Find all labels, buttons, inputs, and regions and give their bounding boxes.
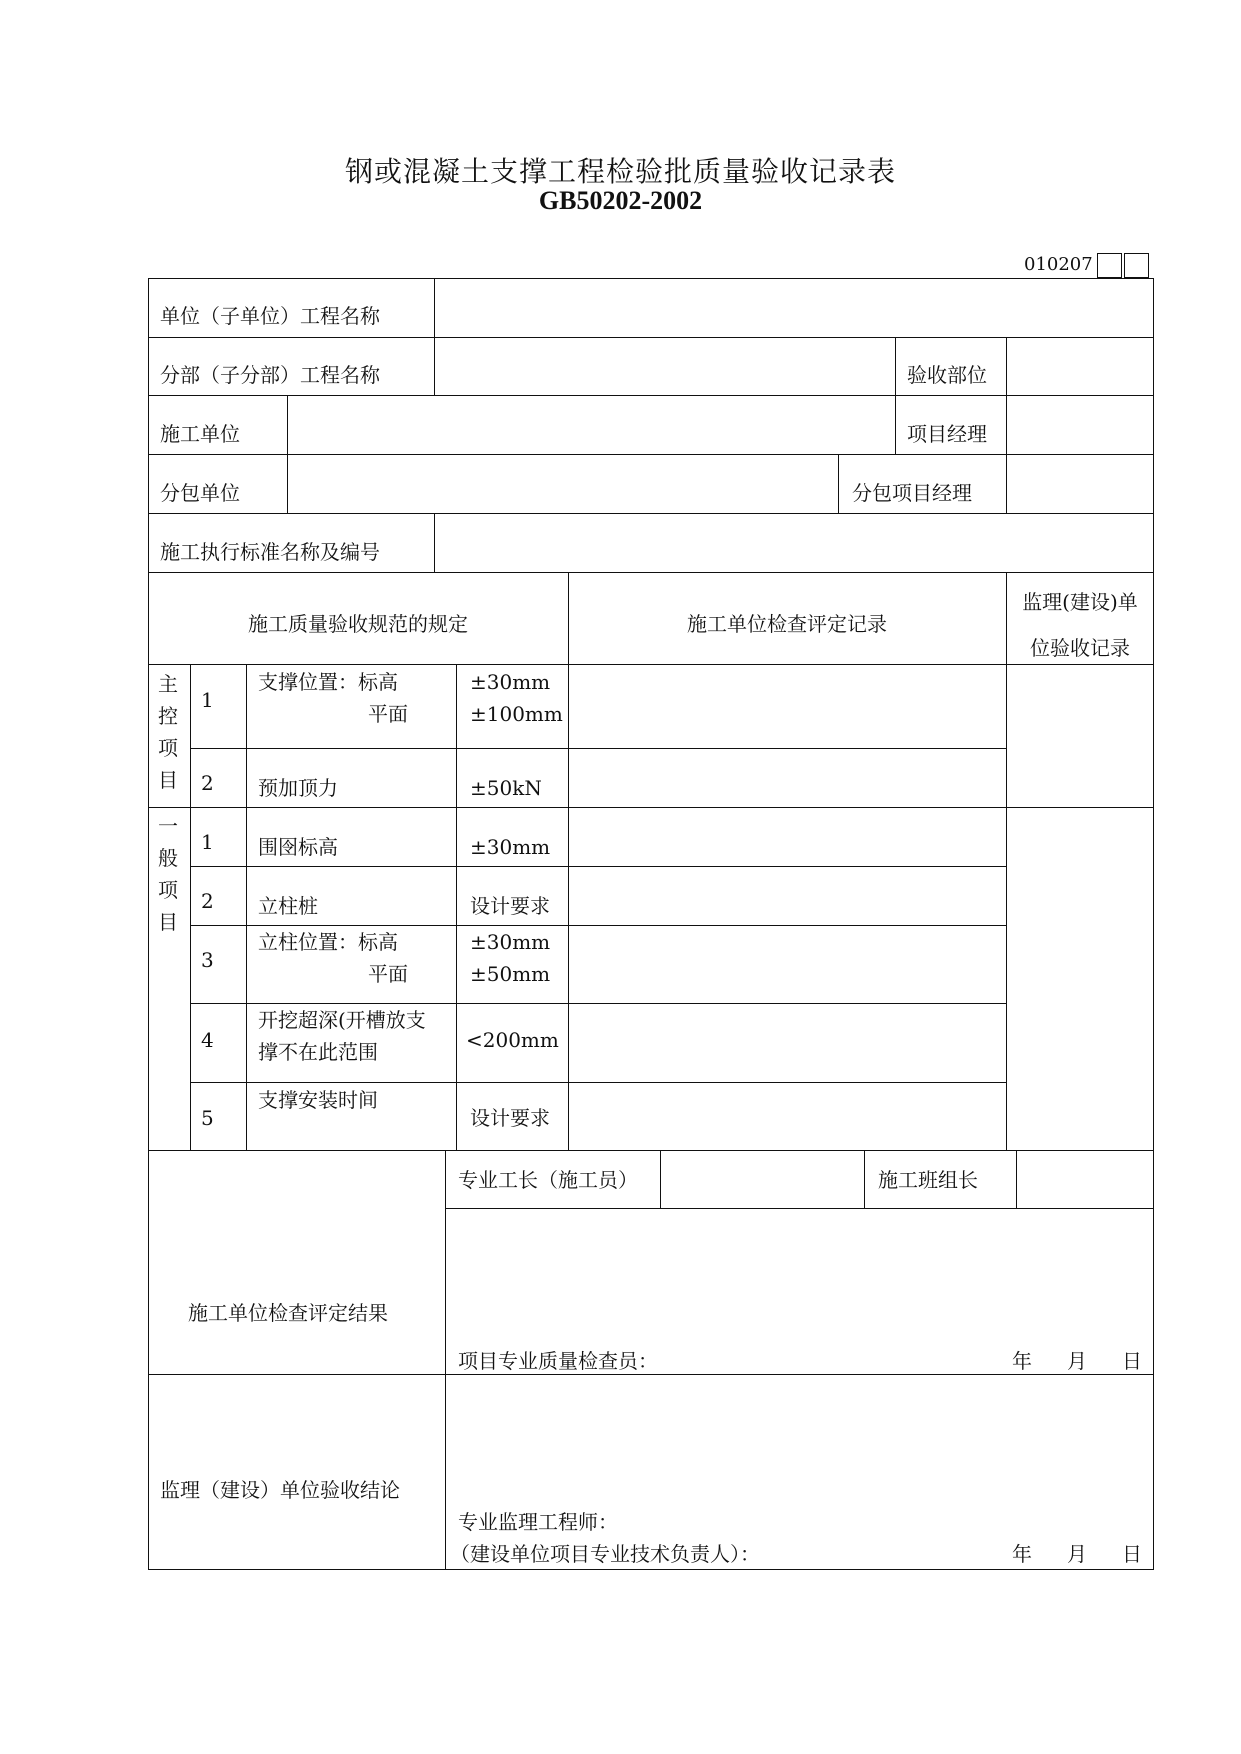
- main-item-2-no: 2: [201, 771, 214, 795]
- col-divider: [1006, 572, 1007, 1150]
- row-divider: [148, 337, 1154, 338]
- row-divider: [445, 1208, 1154, 1209]
- col-divider: [1006, 395, 1007, 454]
- col-divider: [568, 572, 569, 1150]
- main-item-2-name: 预加顶力: [258, 776, 338, 800]
- general-item-1-no: 1: [201, 830, 214, 854]
- general-item-4-record-field[interactable]: [570, 1005, 1005, 1081]
- col-divider: [1006, 337, 1007, 395]
- general-item-5-no: 5: [201, 1106, 214, 1130]
- col-divider: [895, 395, 896, 454]
- sub-project-field[interactable]: [436, 339, 894, 394]
- row-divider: [148, 395, 1154, 396]
- col-divider: [434, 278, 435, 337]
- col-divider: [838, 454, 839, 513]
- foreman-field[interactable]: [662, 1152, 863, 1207]
- main-item-1-no: 1: [201, 688, 214, 712]
- supervision-column-header-line1: 监理(建设)单: [1022, 590, 1138, 614]
- row-divider: [190, 925, 1006, 926]
- row-divider: [148, 807, 1154, 808]
- general-item-5-name: 支撑安装时间: [258, 1088, 378, 1112]
- row-divider: [190, 866, 1006, 867]
- general-item-1-value: ±30mm: [470, 835, 551, 859]
- exec-standard-label: 施工执行标准名称及编号: [160, 540, 380, 564]
- row-divider: [148, 572, 1154, 573]
- subcontract-unit-label: 分包单位: [160, 481, 240, 505]
- sub-project-label: 分部（子分部）工程名称: [160, 363, 380, 387]
- general-item-4-name-line1: 开挖超深(开槽放支: [258, 1008, 426, 1032]
- spec-column-header: 施工质量验收规范的规定: [248, 612, 468, 636]
- general-item-3-value-line2: ±50mm: [470, 962, 551, 986]
- supervision-column-header-line2: 位验收记录: [1030, 636, 1130, 660]
- general-item-3-value-line1: ±30mm: [470, 930, 551, 954]
- unit-project-label: 单位（子单位）工程名称: [160, 304, 380, 328]
- result-content-field[interactable]: [447, 1210, 1152, 1350]
- col-divider: [864, 1150, 865, 1208]
- conclusion-month: 月: [1067, 1542, 1087, 1566]
- team-leader-label: 施工班组长: [878, 1168, 978, 1192]
- col-divider: [287, 395, 288, 454]
- code-box-1[interactable]: [1097, 253, 1122, 278]
- col-divider: [1016, 1150, 1017, 1208]
- subcontract-manager-label: 分包项目经理: [852, 481, 972, 505]
- col-divider: [1006, 454, 1007, 513]
- main-item-1-name-line2: 平面: [368, 702, 408, 726]
- general-item-3-name-line2: 平面: [368, 962, 408, 986]
- main-item-1-value-line2: ±100mm: [470, 702, 563, 726]
- project-manager-label: 项目经理: [907, 422, 987, 446]
- owner-rep-label: （建设单位项目专业技术负责人）：: [450, 1542, 760, 1566]
- general-item-4-value: <200mm: [466, 1028, 559, 1052]
- general-item-4-no: 4: [201, 1028, 214, 1052]
- col-divider: [445, 1150, 446, 1570]
- col-divider: [246, 664, 247, 1150]
- row-divider: [148, 664, 1154, 665]
- main-item-1-record-field[interactable]: [570, 666, 1005, 747]
- project-manager-field[interactable]: [1008, 397, 1152, 453]
- inspector-label: 项目专业质量检查员：: [458, 1349, 658, 1373]
- foreman-label: 专业工长（施工员）: [458, 1168, 638, 1192]
- document-title: 钢或混凝土支撑工程检验批质量验收记录表: [344, 155, 896, 188]
- result-label: 施工单位检查评定结果: [188, 1301, 388, 1325]
- general-item-1-name: 围囹标高: [258, 835, 338, 859]
- general-item-3-record-field[interactable]: [570, 927, 1005, 1002]
- row-divider: [190, 748, 1006, 749]
- conclusion-day: 日: [1122, 1542, 1142, 1566]
- result-day: 日: [1122, 1349, 1142, 1373]
- general-item-5-record-field[interactable]: [570, 1084, 1005, 1149]
- construction-unit-field[interactable]: [289, 397, 894, 453]
- general-supervision-field[interactable]: [1008, 809, 1152, 1149]
- conclusion-label: 监理（建设）单位验收结论: [160, 1478, 400, 1502]
- general-item-3-no: 3: [201, 948, 214, 972]
- col-divider: [287, 454, 288, 513]
- main-item-1-value-line1: ±30mm: [470, 670, 551, 694]
- general-item-5-value: 设计要求: [470, 1106, 550, 1130]
- col-divider: [190, 664, 191, 1150]
- row-divider: [148, 513, 1154, 514]
- engineer-label: 专业监理工程师：: [458, 1510, 618, 1534]
- result-year: 年: [1012, 1349, 1032, 1373]
- subcontract-manager-field[interactable]: [1008, 456, 1152, 512]
- subcontract-unit-field[interactable]: [289, 456, 837, 512]
- result-month: 月: [1067, 1349, 1087, 1373]
- general-item-2-name: 立柱桩: [258, 894, 318, 918]
- row-divider: [190, 1082, 1006, 1083]
- row-divider: [148, 454, 1154, 455]
- team-leader-field[interactable]: [1018, 1152, 1152, 1207]
- general-item-1-record-field[interactable]: [570, 809, 1005, 865]
- row-divider: [148, 1374, 1154, 1375]
- general-item-4-name-line2: 撑不在此范围: [258, 1040, 378, 1064]
- general-item-2-no: 2: [201, 889, 214, 913]
- col-divider: [434, 513, 435, 572]
- construction-unit-label: 施工单位: [160, 422, 240, 446]
- form-code-number: 010207: [1024, 254, 1093, 275]
- main-item-1-name-line1: 支撑位置：标高: [258, 670, 398, 694]
- main-item-2-value: ±50kN: [470, 776, 542, 800]
- col-divider: [456, 664, 457, 1150]
- form-code: [1024, 252, 1149, 278]
- col-divider: [895, 337, 896, 395]
- main-control-supervision-field[interactable]: [1008, 666, 1152, 806]
- row-divider: [190, 1003, 1006, 1004]
- conclusion-year: 年: [1012, 1542, 1032, 1566]
- main-control-label: 主控项目: [158, 672, 178, 792]
- general-item-2-record-field[interactable]: [570, 868, 1005, 924]
- main-item-2-record-field[interactable]: [570, 750, 1005, 806]
- row-divider: [148, 1150, 1154, 1151]
- general-item-2-value: 设计要求: [470, 894, 550, 918]
- general-item-3-name-line1: 立柱位置：标高: [258, 930, 398, 954]
- acceptance-part-label: 验收部位: [907, 363, 987, 387]
- col-divider: [434, 337, 435, 395]
- code-box-2[interactable]: [1124, 253, 1149, 278]
- unit-project-field[interactable]: [436, 280, 1152, 336]
- acceptance-part-field[interactable]: [1008, 339, 1152, 394]
- general-label: 一般项目: [158, 814, 178, 934]
- exec-standard-field[interactable]: [436, 515, 1152, 571]
- standard-number: GB50202-2002: [538, 186, 703, 215]
- conclusion-content-field[interactable]: [447, 1376, 1152, 1506]
- col-divider: [660, 1150, 661, 1208]
- check-record-column-header: 施工单位检查评定记录: [687, 612, 887, 636]
